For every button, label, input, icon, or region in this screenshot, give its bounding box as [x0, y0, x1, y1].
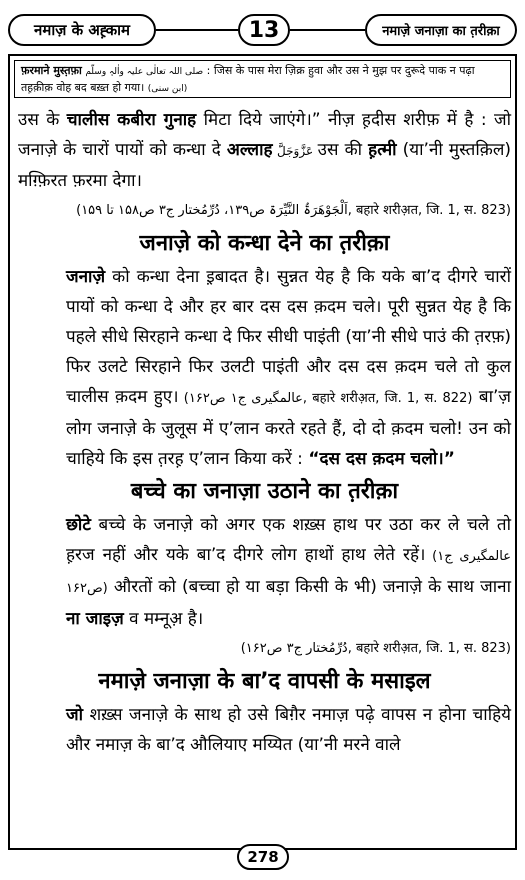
hadith-source: (ابن سنی)	[147, 84, 188, 94]
hadith-label: फ़रमाने मुस्त़फ़ा	[21, 64, 82, 77]
header-rule-right	[290, 29, 365, 31]
bold-text: छोटे	[66, 515, 91, 535]
reference-2	[18, 634, 511, 664]
reference-hindi: , बहारे शरीअ़त, जि. 1, स. 822)	[302, 391, 473, 406]
reference-arabic: (اَلْجَوْھَرَۃُ النَّیِّرَۃ ص۱۳۹، دُرِّمُختار ج۳ ص۱۵۸ تا ۱۵۹	[76, 203, 348, 218]
text: औरतों को (बच्चा हो या बड़ा किसी के भी) जनाज़े के साथ जाना	[107, 577, 511, 597]
hadith-honorific: صلی اللہ تعالٰی علیہ واٰلہٖ وسلّم	[85, 67, 204, 77]
heading-child-bier: बच्चे का जनाज़ा उठाने का त़रीक़ा	[130, 479, 399, 504]
header-rule-left	[156, 29, 238, 31]
text: मिटा दिये जाएंगे।” नीज़ ह़दीस शरीफ़ में है : जो जनाज़े के चारों पायों को कन्धा दे	[18, 110, 511, 160]
bold-text: ह़त्मी	[368, 140, 397, 160]
bold-text: ना जाइज़	[66, 609, 124, 629]
page-header	[8, 14, 517, 48]
reference-arabic: (دُرِّمُختار ج۳ ص۱۶۲	[240, 641, 348, 656]
bold-text: “दस दस क़दम चलो।”	[308, 449, 455, 469]
text: बच्चे के जनाज़े को अगर एक शख़्स हाथ पर उठा कर ले चले तो ह़रज नहीं और यके बा’द दीगरे लोग हाथों हाथ लेते रहें।	[66, 515, 511, 565]
arabic-honorific: عَزَّوَجَلَّ	[272, 144, 318, 158]
reference-hindi: , बहारे शरीअ़त, जि. 1, स. 823)	[347, 203, 511, 218]
bold-text: जो	[66, 705, 84, 725]
bold-text: जनाज़े	[66, 267, 106, 287]
reference-arabic: (عالمگیری ج۱ ص۱۶۲	[178, 391, 303, 406]
text: व मम्नूअ़ है।	[123, 609, 204, 629]
text: उस की	[317, 140, 369, 160]
text: शख़्स जनाज़े के साथ हो उसे बिग़ैर नमाज़ पढ़े वापस न होना चाहिये और नमाज़ के बा’द औलियाए मय्यित (या’नी मरने वाले	[66, 705, 511, 755]
bold-text: अल्लाह	[226, 140, 273, 160]
text: उस के	[18, 110, 67, 130]
paragraph-1	[18, 105, 511, 196]
main-content	[18, 105, 511, 760]
text: को कन्धा देना इ़बादत है। सुन्नत येह है कि यके बा’द दीगरे चारों पायों को कन्धा दे और हर बार दस दस क़दम चले। पूरी सुन्नत येह है कि पहले सीधे सिरहाने कन्धा दे फिर सीधी पाइंती (या’नी सीधे पाउं की त़रफ़) फिर उलटे सिरहाने फिर उलटी पाइंती और दस दस क़दम चले तो कुल चालीस क़दम हुए।	[66, 267, 511, 407]
paragraph-2	[18, 262, 511, 474]
text: (या’नी मुस्तक़िल) मग़्फ़िरत फ़रमा देगा।	[18, 140, 511, 191]
paragraph-4	[18, 700, 511, 760]
chapter-title: नमाज़े जनाज़ा का त़रीक़ा	[365, 14, 517, 46]
bold-text: चालीस कबीरा गुनाह	[66, 110, 197, 130]
hadith-box	[14, 60, 511, 98]
text: बा’ज़ लोग जनाज़े के जुलूस में ए’लान करते रहते हैं, दो दो क़दम चलो! उन को चाहिये कि इस त़रह़ ए’लान किया करें :	[66, 387, 511, 469]
hadith-text: : जिस के पास मेरा ज़िक्र हुवा और उस ने मुझ पर दुरूदे पाक न पढ़ा तह़क़ीक़ वोह बद बख़्त हो गया।	[21, 64, 475, 94]
reference-1	[18, 196, 511, 226]
header-page-number: 13	[238, 14, 290, 46]
reference-arabic: (عالمگیری ج۱ ص۱۶۲)	[66, 549, 511, 596]
book-title: नमाज़ के अह़्काम	[8, 14, 156, 46]
heading-after-funeral: नमाज़े जनाज़ा के बा’द वापसी के मसाइल	[98, 669, 431, 694]
paragraph-3	[18, 510, 511, 634]
footer-page-number: 278	[237, 844, 289, 870]
reference-hindi: , बहारे शरीअ़त, जि. 1, स. 823)	[347, 641, 511, 656]
heading-shoulder-bier: जनाज़े को कन्धा देने का त़रीक़ा	[139, 231, 390, 256]
